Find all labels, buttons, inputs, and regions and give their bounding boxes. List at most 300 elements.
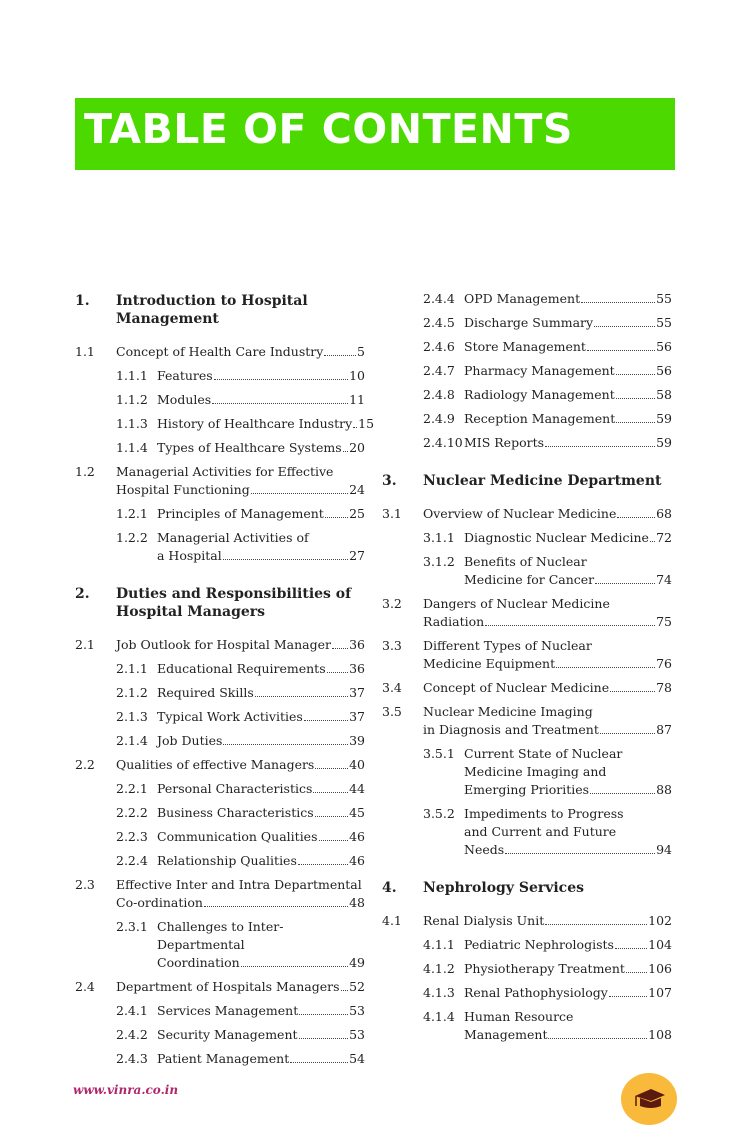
page-number: 72 [656,530,672,545]
entry-title-line: Radiology Management [464,387,615,402]
entry-number: 2.4.2 [116,1027,148,1042]
entry-number: 2.4.7 [423,363,455,378]
entry-title-last-line [464,571,672,589]
toc-entry[interactable] [382,335,672,359]
entry-number: 1.1.1 [116,368,148,383]
entry-title-last-line [464,841,672,859]
dot-leader [626,972,647,973]
dot-leader [595,583,655,584]
toc-entry[interactable] [382,933,672,957]
entry-number: 2.4.6 [423,339,455,354]
page-number: 46 [349,829,365,844]
entry-title-line: Security Management [157,1027,298,1042]
dot-leader [313,792,348,793]
entry-title-line: Physiotherapy Treatment [464,961,625,976]
entry-body [157,1050,365,1068]
entry-body [157,660,365,678]
page-number: 39 [349,733,365,748]
section-number: 3. [382,473,397,489]
dot-leader [616,398,655,399]
entry-body [116,636,365,654]
toc-entry[interactable] [382,676,672,700]
dot-leader [615,948,647,949]
entry-title-line: Store Management [464,339,586,354]
entry-number: 2.4.1 [116,1003,148,1018]
entry-title-line: Overview of Nuclear Medicine [423,506,617,521]
entry-number: 2.4.3 [116,1051,148,1066]
dot-leader [545,446,655,447]
page-number: 11 [349,392,365,407]
entry-title-line: Radiation [423,614,485,629]
toc-entry[interactable] [75,1023,365,1047]
page-number: 36 [349,661,365,676]
entry-body [464,410,672,428]
entry-title-line: MIS Reports [464,435,545,450]
page-number: 104 [648,937,672,952]
entry-number: 3.1.2 [423,554,455,569]
page-number: 56 [656,339,672,354]
entry-title-line: Personal Characteristics [157,781,313,796]
toc-entry[interactable] [382,502,672,526]
entry-title-line: Medicine for Cancer [464,572,595,587]
entry-title-last-line [423,655,672,673]
entry-body [157,529,365,565]
entry-title-last-line [464,781,672,799]
toc-entry[interactable] [75,412,375,436]
page-number: 75 [656,614,672,629]
toc-entry[interactable] [382,287,672,311]
entry-title-line: Renal Dialysis Unit [423,913,545,928]
dot-leader [600,733,655,734]
page-number: 53 [349,1027,365,1042]
entry-number: 3.1.1 [423,530,455,545]
page-number: 25 [349,506,365,521]
entry-number: 3.2 [382,596,402,611]
page-number: 46 [349,853,365,868]
entry-title-line: Relationship Qualities [157,853,297,868]
toc-entry[interactable] [382,700,672,742]
entry-title-last-line [423,505,672,523]
entry-number: 2.1.1 [116,661,148,676]
entry-title-last-line [423,912,672,930]
entry-title-line: Challenges to Inter-Departmental [157,919,284,952]
entry-title-last-line [116,481,365,499]
entry-title-line: Reception Management [464,411,616,426]
toc-entry[interactable] [382,431,672,455]
toc-entry[interactable] [75,801,365,825]
entry-number: 2.2.3 [116,829,148,844]
entry-body [157,367,365,385]
page-number: 37 [349,685,365,700]
entry-title-last-line [157,954,365,972]
section-heading [75,292,365,328]
entry-body [464,362,672,380]
page-number: 36 [349,637,365,652]
toc-entry[interactable] [75,633,365,657]
entry-title-line: Effective Inter and Intra Departmental [116,877,362,892]
toc-entry[interactable] [75,657,365,681]
entry-body [423,637,672,673]
page-number: 87 [656,722,672,737]
dot-leader [610,691,655,692]
page-number: 94 [656,842,672,857]
dot-leader [241,966,348,967]
section-number: 1. [75,293,90,309]
toc-entry[interactable] [382,359,672,383]
entry-body [116,876,365,912]
dot-leader [545,924,647,925]
entry-title-line: and Current and Future [464,824,617,839]
entry-body [464,314,672,332]
section-number: 4. [382,880,397,896]
entry-title-line: Department of Hospitals Managers [116,979,340,994]
dot-leader [325,517,348,518]
entry-body [116,343,365,361]
page-number: 53 [349,1003,365,1018]
entry-number: 4.1 [382,913,402,928]
entry-title-last-line [157,852,365,870]
toc-entry[interactable] [382,634,672,676]
entry-number: 4.1.4 [423,1009,455,1024]
entry-number: 2.3 [75,877,95,892]
dot-leader [650,541,655,542]
page-number: 5 [357,344,365,359]
entry-title-line: in Diagnosis and Treatment [423,722,599,737]
entry-title-line: Medicine Equipment [423,656,556,671]
dot-leader [581,302,655,303]
entry-title-line: History of Healthcare Industry [157,416,353,431]
entry-body [464,984,672,1002]
page-number: 88 [656,782,672,797]
entry-number: 2.4.8 [423,387,455,402]
entry-title-last-line [157,660,365,678]
dot-leader [255,696,348,697]
entry-number: 2.2.1 [116,781,148,796]
entry-title-last-line [464,290,672,308]
toc-entry[interactable] [75,873,365,915]
entry-title-line: Renal Pathophysiology [464,985,608,1000]
toc-entry[interactable] [75,340,365,364]
title-banner [75,98,675,170]
entry-number: 4.1.2 [423,961,455,976]
entry-title-last-line [157,1026,365,1044]
dot-leader [290,1062,348,1063]
dot-leader [251,493,348,494]
entry-body [157,732,365,750]
page-number: 107 [648,985,672,1000]
entry-body [423,912,672,930]
entry-title-line: Management [464,1027,548,1042]
dot-leader [223,559,348,560]
dot-leader [315,768,348,769]
entry-title-last-line [464,434,672,452]
entry-title-line: Hospital Functioning [116,482,250,497]
entry-title-line: Types of Healthcare Systems [157,440,342,455]
entry-title-line: Managerial Activities for Effective [116,464,334,479]
entry-body [464,338,672,356]
entry-title-line: a Hospital [157,548,222,563]
section-title [116,585,351,621]
entry-number: 4.1.3 [423,985,455,1000]
page-number: 76 [656,656,672,671]
entry-title-last-line [116,756,365,774]
entry-title-last-line [464,529,672,547]
section-title [423,879,584,897]
entry-number: 3.3 [382,638,402,653]
entry-number: 2.4 [75,979,95,994]
dot-leader [556,667,655,668]
entry-title-line: Modules [157,392,212,407]
entry-number: 1.2.2 [116,530,148,545]
entry-number: 1.2 [75,464,95,479]
entry-body [464,290,672,308]
entry-body [423,505,672,523]
entry-body [464,805,672,859]
toc-entry[interactable] [75,849,365,873]
toc-entry[interactable] [382,1005,672,1047]
entry-body [464,1008,672,1044]
entry-body [464,745,672,799]
entry-title-last-line [116,343,365,361]
toc-entry[interactable] [75,777,365,801]
toc-entry[interactable] [75,753,365,777]
entry-number: 3.4 [382,680,402,695]
page-number: 59 [656,435,672,450]
toc-entry[interactable] [382,407,672,431]
page-number: 40 [349,757,365,772]
page-number: 54 [349,1051,365,1066]
entry-number: 2.3.1 [116,919,148,934]
entry-body [157,918,365,972]
entry-title-line: Diagnostic Nuclear Medicine [464,530,649,545]
entry-title-last-line [157,505,365,523]
entry-body [157,391,365,409]
toc-entry[interactable] [75,825,365,849]
dot-leader [609,996,647,997]
entry-title-line: Business Characteristics [157,805,314,820]
section-title-line: Introduction to Hospital [116,293,308,309]
toc-entry[interactable] [75,681,365,705]
entry-number: 1.1 [75,344,95,359]
toc-column-left [75,292,375,1071]
entry-title-last-line [116,978,365,996]
toc-entry[interactable] [382,550,672,592]
entry-title-line: Required Skills [157,685,254,700]
entry-title-line: Job Outlook for Hospital Manager [116,637,331,652]
entry-title-last-line [464,960,672,978]
entry-title-last-line [157,828,365,846]
dot-leader [594,326,655,327]
entry-title-line: Managerial Activities of [157,530,309,545]
page-number: 59 [656,411,672,426]
toc-entry[interactable] [75,1047,365,1071]
entry-body [157,1002,365,1020]
entry-title-line: Features [157,368,213,383]
entry-title-line: Medicine Imaging and [464,764,607,779]
toc-entry[interactable] [75,364,365,388]
entry-title-last-line [464,338,672,356]
entry-body [157,780,365,798]
entry-title-line: Impediments to Progress [464,806,624,821]
entry-number: 1.1.4 [116,440,148,455]
toc-entry[interactable] [382,742,672,802]
page-number: 108 [648,1027,672,1042]
toc-entry[interactable] [75,388,365,412]
entry-number: 2.4.10 [423,435,463,450]
entry-title-last-line [464,984,672,1002]
entry-title-line: Concept of Health Care Industry [116,344,324,359]
entry-title-line: Concept of Nuclear Medicine [423,680,610,695]
entry-body [157,439,365,457]
entry-body [116,756,365,774]
dot-leader [505,853,655,854]
entry-title-line: Benefits of Nuclear [464,554,587,569]
entry-body [464,553,672,589]
entry-title-line: Nuclear Medicine Imaging [423,704,593,719]
entry-body [423,595,672,631]
dot-leader [299,1038,349,1039]
dot-leader [353,427,357,428]
entry-title-line: Patient Management [157,1051,290,1066]
dot-leader [319,840,349,841]
toc-entry[interactable] [75,915,365,975]
page-number: 52 [349,979,365,994]
toc-entry[interactable] [382,957,672,981]
dot-leader [343,451,348,452]
entry-title-last-line [464,386,672,404]
page-number: 15 [358,416,375,431]
entry-title-line: Qualities of effective Managers [116,757,315,772]
page-number: 44 [349,781,365,796]
entry-number: 1.1.3 [116,416,148,431]
toc-entry[interactable] [75,502,365,526]
entry-number: 2.1 [75,637,95,652]
entry-title-line: Current State of Nuclear [464,746,623,761]
page-number: 10 [349,368,365,383]
section-title-line: Nuclear Medicine Department [423,473,662,489]
entry-body [464,936,672,954]
entry-title-last-line [423,679,672,697]
entry-title-last-line [157,367,365,385]
page-number: 37 [349,709,365,724]
toc-entry[interactable] [75,526,365,568]
page-number: 48 [349,895,365,910]
page-title: TABLE OF CONTENTS [84,105,573,153]
dot-leader [616,422,655,423]
toc-entry[interactable] [75,436,365,460]
entry-body [464,529,672,547]
entry-body [464,960,672,978]
entry-number: 3.5.2 [423,806,455,821]
toc-entry[interactable] [382,592,672,634]
entry-number: 3.5 [382,704,402,719]
page-number: 74 [656,572,672,587]
toc-entry[interactable] [382,383,672,407]
entry-number: 2.1.2 [116,685,148,700]
entry-title-last-line [157,1002,365,1020]
dot-leader [223,744,348,745]
toc-column-right [382,287,672,1047]
entry-body [423,679,672,697]
page-number: 45 [349,805,365,820]
dot-leader [298,864,348,865]
section-heading [382,879,672,897]
entry-body [157,828,365,846]
section-title-line: Nephrology Services [423,880,584,896]
section-title-line: Management [116,311,219,327]
graduation-cap-logo-icon [621,1073,677,1125]
entry-title-last-line [157,439,365,457]
entry-number: 2.1.3 [116,709,148,724]
dot-leader [590,793,655,794]
entry-number: 4.1.1 [423,937,455,952]
entry-number: 2.2.4 [116,853,148,868]
dot-leader [304,720,348,721]
page-number: 58 [656,387,672,402]
entry-body [157,505,365,523]
toc-entry[interactable] [75,705,365,729]
entry-title-line: Discharge Summary [464,315,594,330]
entry-body [157,804,365,822]
entry-title-last-line [423,721,672,739]
entry-title-line: Co-ordination [116,895,203,910]
section-heading [382,472,672,490]
page-number: 106 [648,961,672,976]
toc-entry[interactable] [75,999,365,1023]
entry-body [157,684,365,702]
toc-entry[interactable] [382,526,672,550]
toc-entry[interactable] [75,975,365,999]
toc-entry[interactable] [75,729,365,753]
entry-title-last-line [464,410,672,428]
entry-title-last-line [157,708,365,726]
entry-title-line: Different Types of Nuclear [423,638,592,653]
page-number: 55 [656,291,672,306]
dot-leader [214,379,348,380]
entry-title-line: Emerging Priorities [464,782,590,797]
entry-body [157,852,365,870]
entry-number: 2.1.4 [116,733,148,748]
entry-body [464,434,672,452]
entry-body [157,1026,365,1044]
entry-title-line: Educational Requirements [157,661,326,676]
section-title-line: Hospital Managers [116,604,266,620]
entry-title-last-line [116,636,365,654]
entry-title-last-line [157,684,365,702]
entry-title-line: Pharmacy Management [464,363,615,378]
toc-entry[interactable] [382,802,672,862]
footer-website-link[interactable]: www.vinra.co.in [73,1083,179,1097]
entry-body [116,978,365,996]
entry-title-line: Dangers of Nuclear Medicine [423,596,610,611]
entry-body [423,703,672,739]
toc-entry[interactable] [382,311,672,335]
dot-leader [324,355,356,356]
toc-entry[interactable] [382,981,672,1005]
entry-title-last-line [116,894,365,912]
page-number: 78 [656,680,672,695]
dot-leader [299,1014,348,1015]
entry-number: 1.2.1 [116,506,148,521]
toc-entry[interactable] [75,460,365,502]
entry-title-last-line [157,732,365,750]
page-number: 56 [656,363,672,378]
toc-entry[interactable] [382,909,672,933]
entry-title-line: Principles of Management [157,506,324,521]
entry-number: 3.5.1 [423,746,455,761]
dot-leader [341,990,349,991]
entry-body [157,415,375,433]
